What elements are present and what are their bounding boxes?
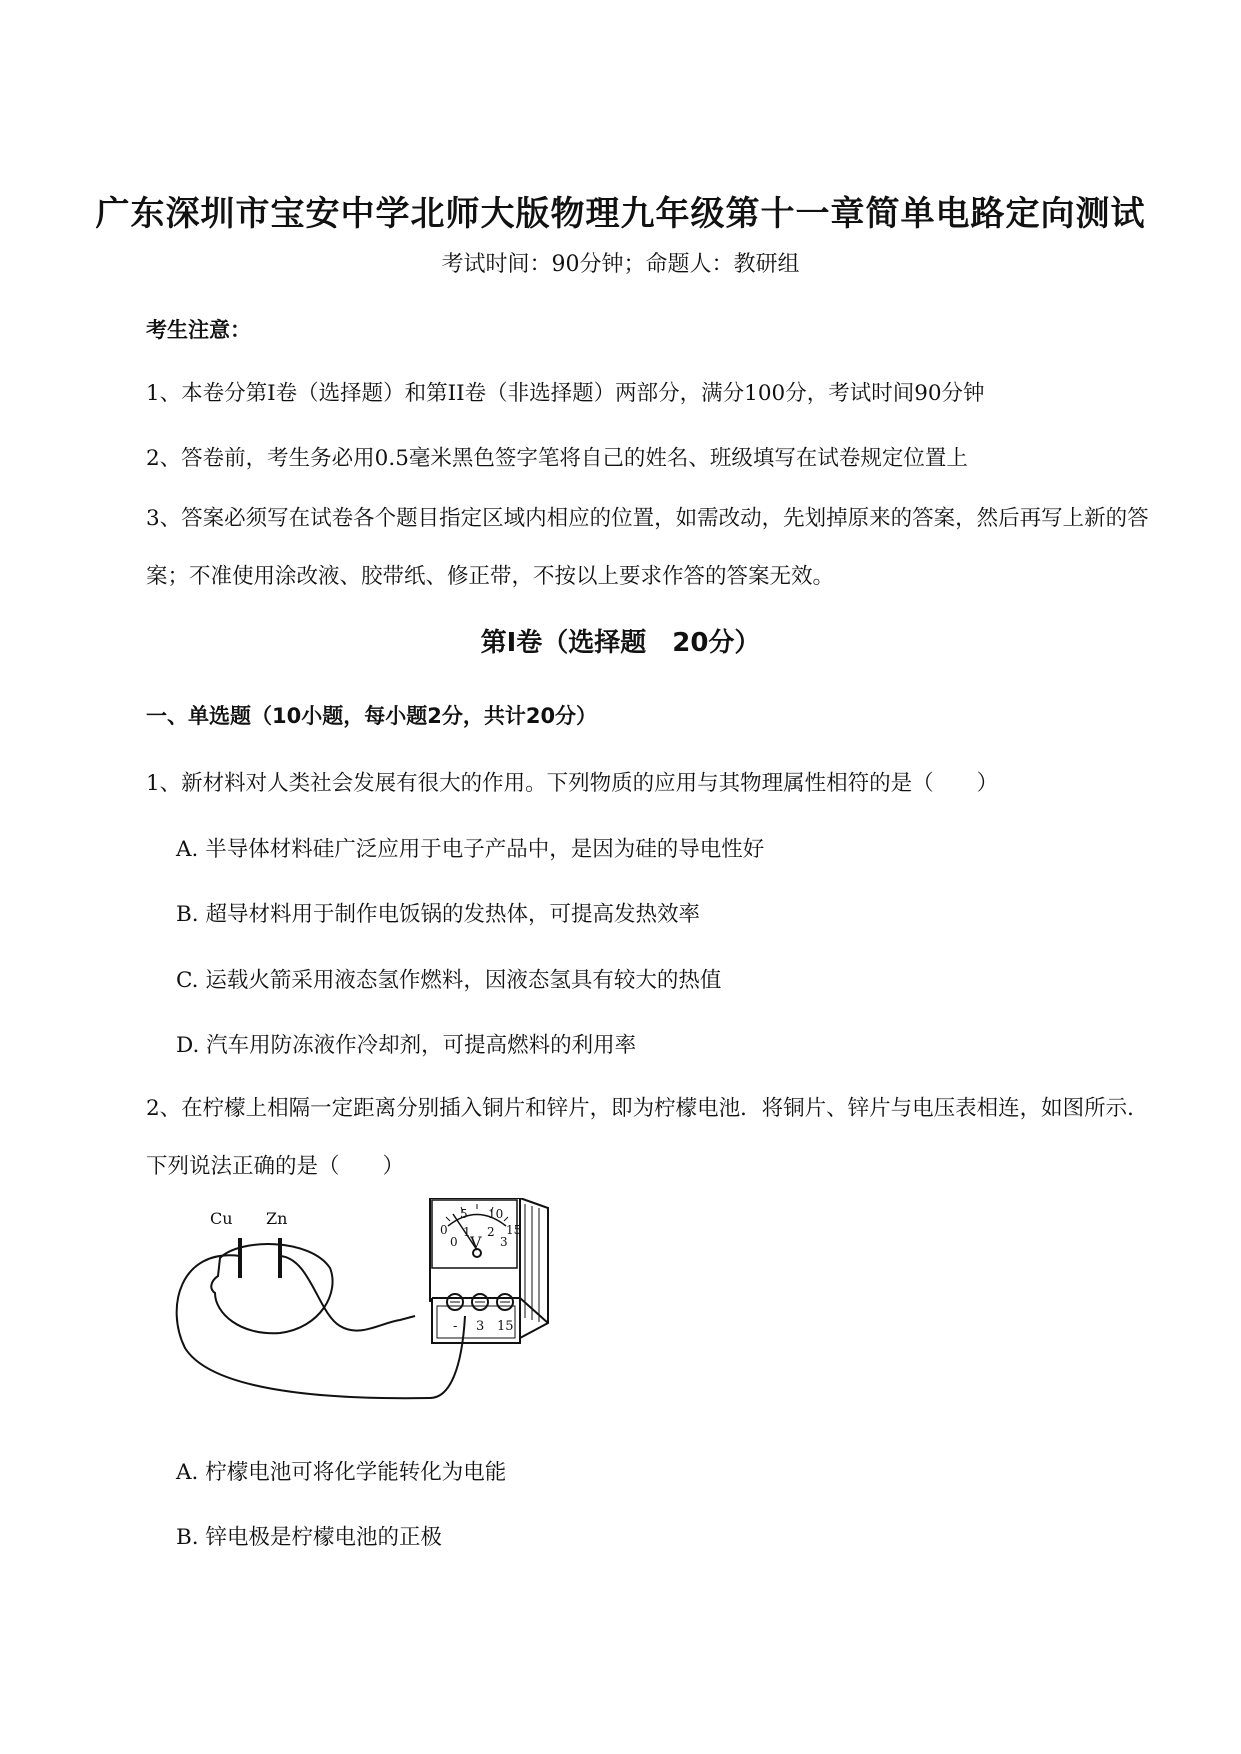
scale-top-label: 5 <box>460 1207 468 1221</box>
voltmeter-symbol: V <box>470 1233 482 1252</box>
question-option: A. 柠檬电池可将化学能转化为电能 <box>176 1460 507 1485</box>
section-title: 第I卷（选择题 20分） <box>480 628 761 658</box>
scale-top-label: 15 <box>506 1223 522 1237</box>
electrode-label-copper: Cu <box>210 1209 233 1228</box>
notice-item: 2、答卷前，考生务必用0.5毫米黑色签字笔将自己的姓名、班级填写在试卷规定位置上 <box>146 446 968 471</box>
question-option: B. 锌电极是柠檬电池的正极 <box>176 1525 442 1550</box>
notice-item: 1、本卷分第I卷（选择题）和第II卷（非选择题）两部分，满分100分，考试时间90分钟 <box>146 381 985 406</box>
terminal-label: 15 <box>497 1319 514 1334</box>
scale-bottom-label: 3 <box>500 1235 508 1249</box>
scale-bottom-label: 2 <box>487 1225 495 1239</box>
exam-subtitle: 考试时间：90分钟；命题人：教研组 <box>441 252 800 277</box>
terminal-label: 3 <box>476 1319 485 1334</box>
question-stem: 2、在柠檬上相隔一定距离分别插入铜片和锌片，即为柠檬电池．将铜片、锌片与电压表相连，如图所示．下列说法正确的是（ ） <box>146 1096 1149 1179</box>
terminal-label: - <box>453 1319 458 1334</box>
exam-title: 广东深圳市宝安中学北师大版物理九年级第十一章简单电路定向测试 <box>95 194 1146 234</box>
electrode-label-zinc: Zn <box>266 1209 288 1228</box>
question-option: D. 汽车用防冻液作冷却剂，可提高燃料的利用率 <box>176 1033 637 1058</box>
scale-bottom-label: 0 <box>450 1235 458 1249</box>
question-stem: 1、新材料对人类社会发展有很大的作用。下列物质的应用与其物理属性相符的是（ ） <box>146 771 999 796</box>
scale-top-label: 10 <box>488 1207 504 1221</box>
question-option: B. 超导材料用于制作电饭锅的发热体，可提高发热效率 <box>176 902 700 927</box>
part-heading: 一、单选题（10小题，每小题2分，共计20分） <box>146 704 598 728</box>
lemon-battery-voltmeter-figure <box>170 1198 570 1420</box>
scale-bottom-label: 1 <box>463 1225 471 1239</box>
question-option: A. 半导体材料硅广泛应用于电子产品中，是因为硅的导电性好 <box>176 837 765 862</box>
question-option: C. 运载火箭采用液态氢作燃料，因液态氢具有较大的热值 <box>176 968 722 993</box>
notice-item: 3、答案必须写在试卷各个题目指定区域内相应的位置，如需改动，先划掉原来的答案，然后再写上新的答案；不准使用涂改液、胶带纸、修正带，不按以上要求作答的答案无效。 <box>146 506 1149 589</box>
notice-heading: 考生注意： <box>146 318 251 342</box>
scale-top-label: 0 <box>440 1223 448 1237</box>
